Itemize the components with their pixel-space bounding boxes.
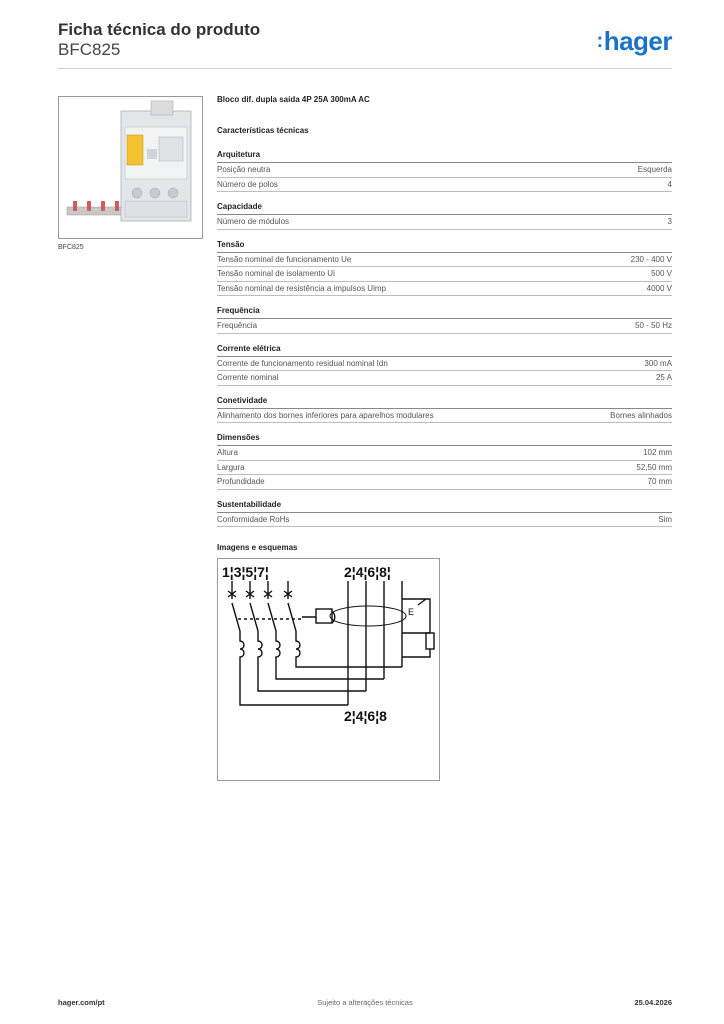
spec-row — [217, 475, 672, 490]
spec-label: Frequência — [217, 321, 258, 330]
spec-group-sustentabilidade — [217, 499, 672, 528]
spec-label: Número de módulos — [217, 217, 290, 226]
header-divider — [58, 68, 672, 69]
test-button-label: E — [408, 607, 415, 617]
hager-logo: :hager — [596, 26, 672, 56]
group-title: Frequência — [217, 305, 672, 319]
spec-row — [217, 215, 672, 230]
spec-label: Corrente de funcionamento residual nominal Idn — [217, 358, 388, 368]
spec-label: Tensão nominal de isolamento Ui — [217, 269, 335, 278]
group-title: Tensão — [217, 239, 672, 253]
spec-group-arquitetura — [217, 149, 672, 192]
page-header — [58, 20, 672, 60]
spec-value: 500 V — [651, 269, 672, 278]
spec-row — [217, 319, 672, 334]
spec-label: Profundidade — [217, 477, 265, 486]
spec-value: 4 — [667, 179, 672, 189]
spec-value: 4000 V — [646, 283, 672, 293]
schematic-lines — [228, 581, 434, 705]
spec-row — [217, 178, 672, 193]
spec-label: Altura — [217, 448, 238, 457]
spec-label: Alinhamento dos bornes inferiores para aparelhos modulares — [217, 410, 434, 420]
spec-value: 52,50 mm — [636, 462, 672, 472]
product-photo — [58, 96, 203, 239]
schematic-drawing — [218, 559, 439, 780]
group-title: Dimensões — [217, 432, 672, 446]
product-code: BFC825 — [58, 40, 121, 59]
spec-value: 50 - 50 Hz — [635, 321, 672, 330]
spec-value: Esquerda — [637, 165, 672, 174]
spec-row — [217, 163, 672, 178]
footer-date: 25.04.2026 — [634, 998, 672, 1007]
spec-label: Largura — [217, 462, 245, 472]
spec-group-dimensoes — [217, 432, 672, 490]
product-name: Bloco dif. dupla saída 4P 25A 300mA AC — [217, 95, 370, 104]
spec-group-frequencia — [217, 305, 672, 334]
spec-value: Sim — [658, 514, 672, 524]
spec-value: 230 - 400 V — [630, 254, 672, 264]
spec-row — [217, 371, 672, 386]
spec-row — [217, 253, 672, 268]
photo-caption: BFC825 — [58, 244, 84, 251]
group-title: Corrente elétrica — [217, 343, 672, 357]
spec-value: 300 mA — [644, 358, 672, 368]
spec-row — [217, 409, 672, 424]
spec-value: 25 A — [655, 373, 672, 382]
bottom-terminal-labels: 2¦4¦6¦8 — [344, 708, 387, 724]
spec-row — [217, 513, 672, 528]
spec-group-capacidade — [217, 201, 672, 230]
footer-notice: Sujeito a alterações técnicas — [317, 998, 413, 1007]
spec-row — [217, 461, 672, 476]
spec-label: Posição neutra — [217, 165, 271, 174]
images-heading: Imagens e esquemas — [217, 543, 298, 552]
tech-characteristics-heading: Características técnicas — [217, 126, 309, 135]
group-title: Sustentabilidade — [217, 499, 672, 513]
spec-row — [217, 267, 672, 282]
spec-group-corrente — [217, 343, 672, 386]
group-title: Capacidade — [217, 201, 672, 215]
spec-label: Corrente nominal — [217, 373, 279, 382]
spec-value: 3 — [667, 217, 672, 226]
spec-label: Conformidade RoHs — [217, 514, 290, 524]
top-left-terminal-labels: 1¦3¦5¦7¦ — [222, 564, 269, 580]
document-title: Ficha técnica do produto — [58, 20, 261, 39]
product-photo-illustration — [59, 97, 202, 238]
spec-value: 102 mm — [643, 448, 672, 457]
spec-label: Número de polos — [217, 179, 278, 189]
spec-content — [217, 95, 672, 781]
top-right-terminal-labels: 2¦4¦6¦8¦ — [344, 564, 391, 580]
spec-row — [217, 357, 672, 372]
spec-group-conetividade — [217, 395, 672, 424]
wiring-schematic — [217, 558, 440, 781]
spec-label: Tensão nominal de funcionamento Ue — [217, 254, 352, 264]
footer-website[interactable]: hager.com/pt — [58, 998, 105, 1007]
spec-label: Tensão nominal de resistência a impulsos Uimp — [217, 283, 386, 293]
logo-text: hager — [603, 26, 672, 56]
group-title: Arquitetura — [217, 149, 672, 163]
spec-row — [217, 446, 672, 461]
group-title: Conetividade — [217, 395, 672, 409]
spec-value: 70 mm — [647, 477, 672, 486]
spec-group-tensao — [217, 239, 672, 297]
spec-value: Bornes alinhados — [610, 410, 672, 420]
spec-row — [217, 282, 672, 297]
